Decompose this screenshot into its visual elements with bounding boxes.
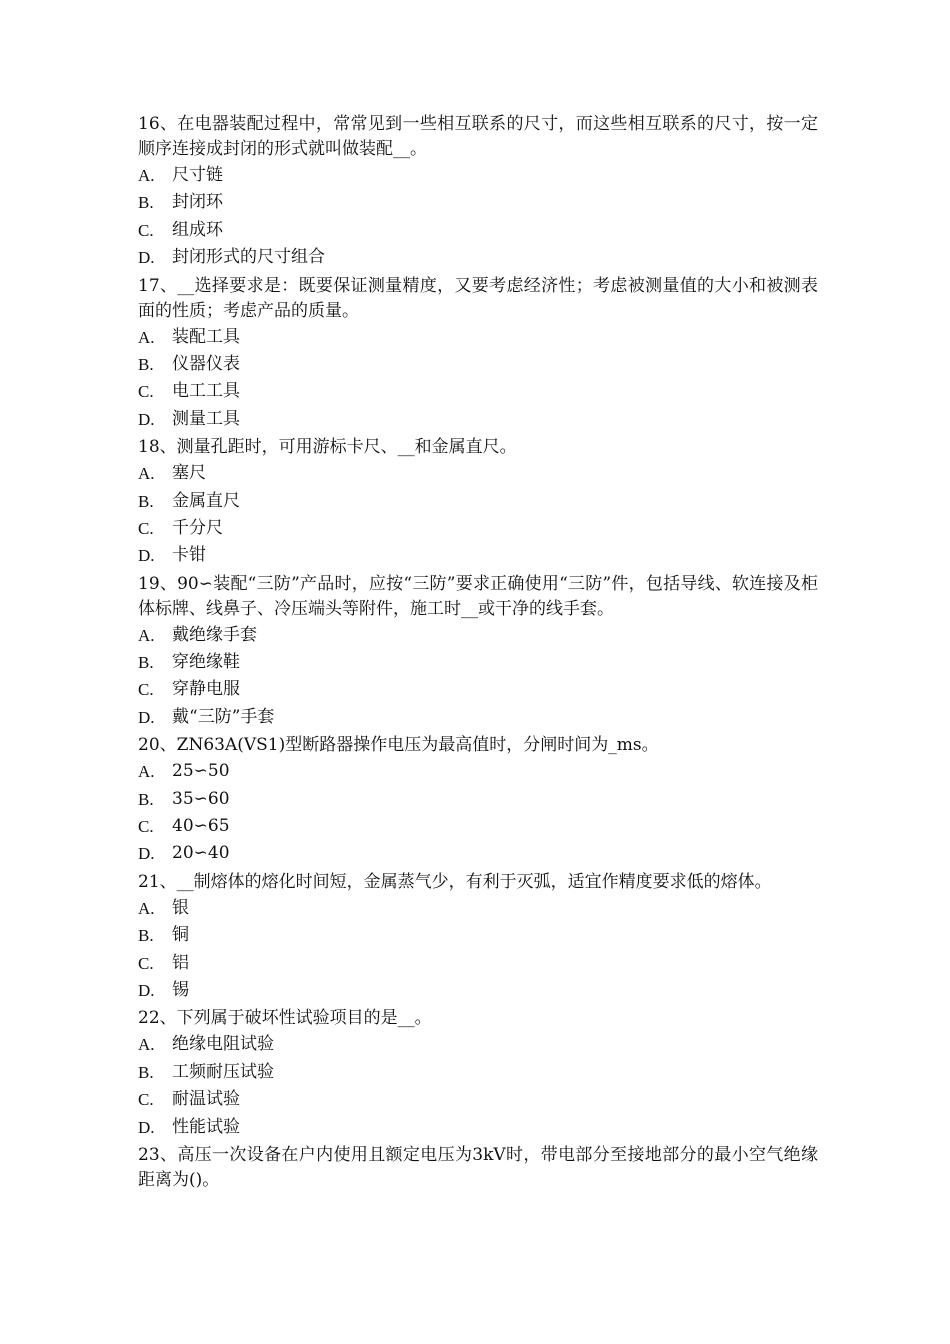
option-text: 性能试验 [172,1116,240,1137]
option-text: 银 [172,897,189,918]
question-block [138,272,818,434]
option-item [138,758,818,785]
option-text: 25∽50 [172,761,230,782]
option-text: 工频耐压试验 [172,1061,274,1082]
option-letter: D. [138,546,155,566]
option-text: 卡钳 [172,545,206,566]
option-letter: B. [138,1062,154,1082]
option-list [138,895,818,1005]
option-item [138,922,818,949]
option-text: 绝缘电阻试验 [172,1034,274,1055]
question-block [138,868,818,1005]
option-letter: A. [138,1035,155,1055]
option-text: 封闭形式的尺寸组合 [172,247,325,268]
option-text: 组成环 [172,219,223,240]
option-list [138,162,818,272]
document-page [138,110,818,1193]
option-letter: B. [138,653,154,673]
option-item [138,895,818,922]
option-text: 塞尺 [172,463,206,484]
option-letter: B. [138,491,154,511]
option-item [138,488,818,515]
option-item [138,1086,818,1113]
option-text: 铜 [172,925,189,946]
option-letter: B. [138,789,154,809]
option-text: 20∽40 [172,843,230,864]
option-item [138,244,818,271]
question-block [138,570,818,732]
option-letter: A. [138,166,155,185]
option-text: 铝 [172,952,189,973]
option-item [138,162,818,189]
option-letter: B. [138,354,154,374]
option-letter: B. [138,193,154,213]
option-item [138,1114,818,1141]
option-letter: D. [138,248,155,268]
option-text: 40∽65 [172,816,230,837]
option-list [138,758,818,868]
option-text: 封闭环 [172,192,223,213]
option-item [138,1031,818,1058]
option-letter: A. [138,464,155,484]
question-block [138,731,818,868]
option-letter: A. [138,762,155,782]
option-letter: C. [138,817,154,837]
option-item [138,378,818,405]
option-letter: A. [138,327,155,347]
option-item [138,786,818,813]
question-text: 19、90∽装配“三防”产品时，应按“三防”要求正确使用“三防”件，包括导线、软连接及柜体标牌、线鼻子、冷压端头等附件，施工时__或干净的线手套。 [138,573,818,619]
option-list [138,324,818,434]
option-text: 锡 [172,979,189,1000]
option-item [138,217,818,244]
option-text: 电工工具 [172,381,240,402]
question-block [138,1004,818,1141]
option-text: 35∽60 [172,788,230,809]
option-item [138,649,818,676]
question-block [138,1141,818,1193]
option-letter: D. [138,707,155,727]
option-text: 耐温试验 [172,1089,240,1110]
option-text: 戴“三防”手套 [172,706,275,727]
question-text: 23、高压一次设备在户内使用且额定电压为3kV时，带电部分至接地部分的最小空气绝缘距离为()。 [138,1144,818,1190]
option-letter: C. [138,382,154,402]
option-item [138,189,818,216]
option-letter: C. [138,220,154,240]
question-block [138,110,818,272]
question-block [138,433,818,570]
option-letter: D. [138,980,155,1000]
option-list [138,622,818,732]
option-text: 穿绝缘鞋 [172,652,240,673]
option-letter: A. [138,898,155,918]
option-item [138,704,818,731]
option-item [138,813,818,840]
option-list [138,460,818,570]
option-item [138,351,818,378]
question-text: 18、测量孔距时，可用游标卡尺、__和金属直尺。 [138,437,517,458]
option-text: 尺寸链 [172,165,223,185]
option-letter: D. [138,409,155,429]
option-letter: A. [138,625,155,645]
option-text: 测量工具 [172,408,240,429]
option-letter: D. [138,844,155,864]
option-item [138,515,818,542]
option-letter: B. [138,926,154,946]
option-text: 戴绝缘手套 [172,624,257,645]
option-letter: C. [138,680,154,700]
option-item [138,406,818,433]
option-text: 仪器仪表 [172,353,240,374]
option-item [138,840,818,867]
option-letter: C. [138,518,154,538]
question-text: 20、ZN63A(VS1)型断路器操作电压为最高值时，分闸时间为_ms。 [138,735,659,756]
option-letter: C. [138,953,154,973]
option-list [138,1031,818,1141]
option-item [138,977,818,1004]
option-letter: D. [138,1117,155,1137]
question-text: 17、__选择要求是：既要保证测量精度，又要考虑经济性；考虑被测量值的大小和被测表面的性质；考虑产品的质量。 [138,275,818,321]
option-text: 金属直尺 [172,490,240,511]
option-text: 穿静电服 [172,679,240,700]
option-letter: C. [138,1090,154,1110]
question-text: 16、在电器装配过程中，常常见到一些相互联系的尺寸，而这些相互联系的尺寸，按一定顺序连接成封闭的形式就叫做装配__。 [138,114,818,159]
option-text: 装配工具 [172,326,240,347]
option-item [138,950,818,977]
question-text: 22、下列属于破坏性试验项目的是__。 [138,1008,432,1029]
option-item [138,622,818,649]
option-item [138,1059,818,1086]
question-text: 21、__制熔体的熔化时间短，金属蒸气少，有利于灭弧，适宜作精度要求低的熔体。 [138,871,772,892]
option-item [138,324,818,351]
option-item [138,542,818,569]
option-item [138,676,818,703]
option-text: 千分尺 [172,517,223,538]
option-item [138,460,818,487]
